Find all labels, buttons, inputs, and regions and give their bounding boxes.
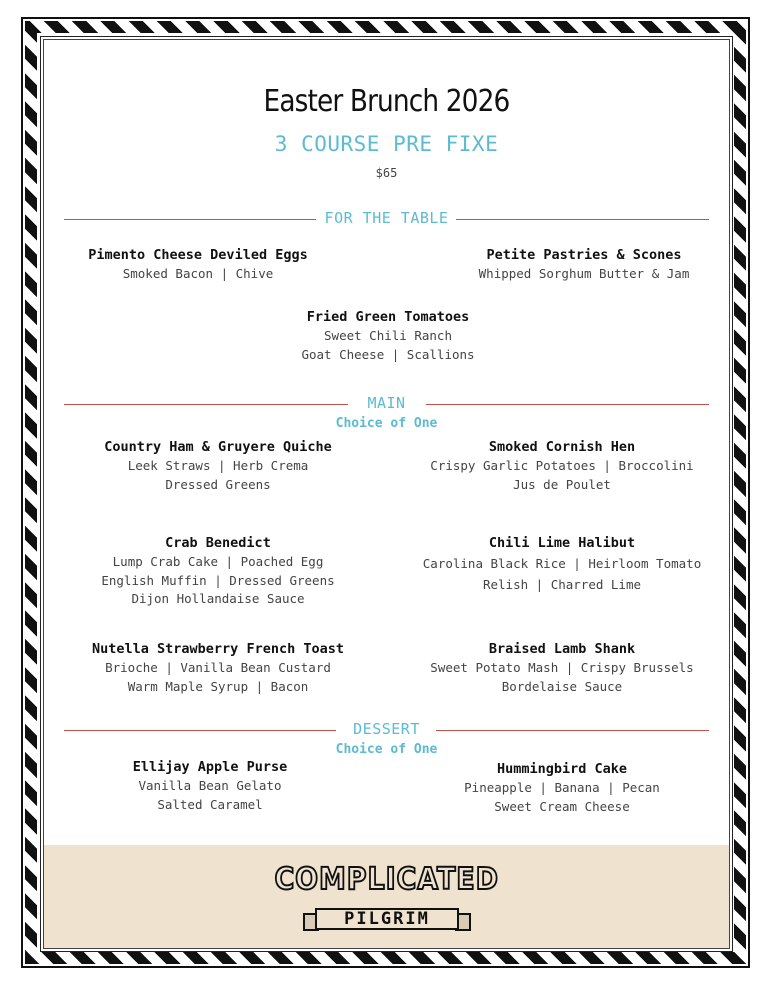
section-dessert-header <box>64 720 709 740</box>
dish-item <box>392 760 732 816</box>
dish-name: Braised Lamb Shank <box>488 641 636 657</box>
dish-name: Crab Benedict <box>165 535 271 551</box>
dish-name: Ellijay Apple Purse <box>132 759 288 775</box>
menu-price: $65 <box>375 166 398 180</box>
dish-item <box>48 438 388 494</box>
dish-item <box>48 640 388 696</box>
dish-desc: Smoked Bacon | Chive <box>122 266 274 281</box>
dish-desc: Brioche | Vanilla Bean Custard <box>105 660 331 675</box>
dish-desc: Sweet Chili Ranch <box>324 328 452 343</box>
dish-desc: Bordelaise Sauce <box>501 678 623 694</box>
dish-desc: Lump Crab Cake | Poached Egg <box>112 554 324 569</box>
dish-item <box>392 640 732 696</box>
dish-name: Petite Pastries & Scones <box>486 247 682 263</box>
dish-desc: Dijon Hollandaise Sauce <box>131 591 305 606</box>
dish-desc: Dressed Greens <box>165 476 271 492</box>
dish-desc: Whipped Sorghum Butter & Jam <box>478 266 690 281</box>
dish-item <box>48 534 388 609</box>
dish-desc: Warm Maple Syrup | Bacon <box>127 678 309 694</box>
section-heading: MAIN <box>367 394 406 412</box>
section-note: Choice of One <box>335 742 438 757</box>
dish-item <box>218 308 558 364</box>
section-heading: DESSERT <box>353 720 420 738</box>
dish-item <box>414 246 754 284</box>
dish-desc: Jus de Poulet <box>513 476 611 492</box>
dish-name: Pimento Cheese Deviled Eggs <box>88 247 308 263</box>
dish-name: Country Ham & Gruyere Quiche <box>104 439 332 455</box>
logo-ribbon <box>303 905 471 935</box>
dish-name: Fried Green Tomatoes <box>306 309 470 325</box>
logo-wordmark-bottom: PILGRIM <box>344 909 430 929</box>
dish-desc: Relish | Charred Lime <box>482 577 642 592</box>
section-heading: FOR THE TABLE <box>324 209 449 227</box>
dish-desc: Vanilla Bean Gelato <box>138 778 282 793</box>
menu-subtitle: 3 COURSE PRE FIXE <box>274 132 499 156</box>
section-note: Choice of One <box>335 416 438 431</box>
section-main-header <box>64 394 709 414</box>
dish-item <box>392 534 732 595</box>
dish-desc: Goat Cheese | Scallions <box>301 346 475 362</box>
dish-desc: Sweet Cream Cheese <box>494 798 630 814</box>
dish-desc: Sweet Potato Mash | Crispy Brussels <box>430 660 694 675</box>
menu-title: Easter Brunch 2026 <box>263 84 510 119</box>
dish-item <box>392 438 732 494</box>
dish-name: Hummingbird Cake <box>496 761 628 777</box>
dish-desc: English Muffin | Dressed Greens <box>101 572 335 588</box>
dish-desc: Salted Caramel <box>157 796 263 812</box>
dish-item <box>28 246 368 284</box>
dish-desc: Leek Straws | Herb Crema <box>127 458 309 473</box>
dish-desc: Pineapple | Banana | Pecan <box>464 780 660 795</box>
dish-desc: Crispy Garlic Potatoes | Broccolini <box>430 458 694 473</box>
dish-name: Chili Lime Halibut <box>488 535 636 551</box>
logo-wordmark-top: COMPLICATED <box>274 862 499 897</box>
dish-desc: Carolina Black Rice | Heirloom Tomato <box>422 556 702 571</box>
section-for-the-table-header <box>64 209 709 229</box>
restaurant-logo <box>0 862 773 929</box>
dish-name: Nutella Strawberry French Toast <box>92 641 344 657</box>
dish-item <box>40 758 380 814</box>
dish-name: Smoked Cornish Hen <box>488 439 636 455</box>
